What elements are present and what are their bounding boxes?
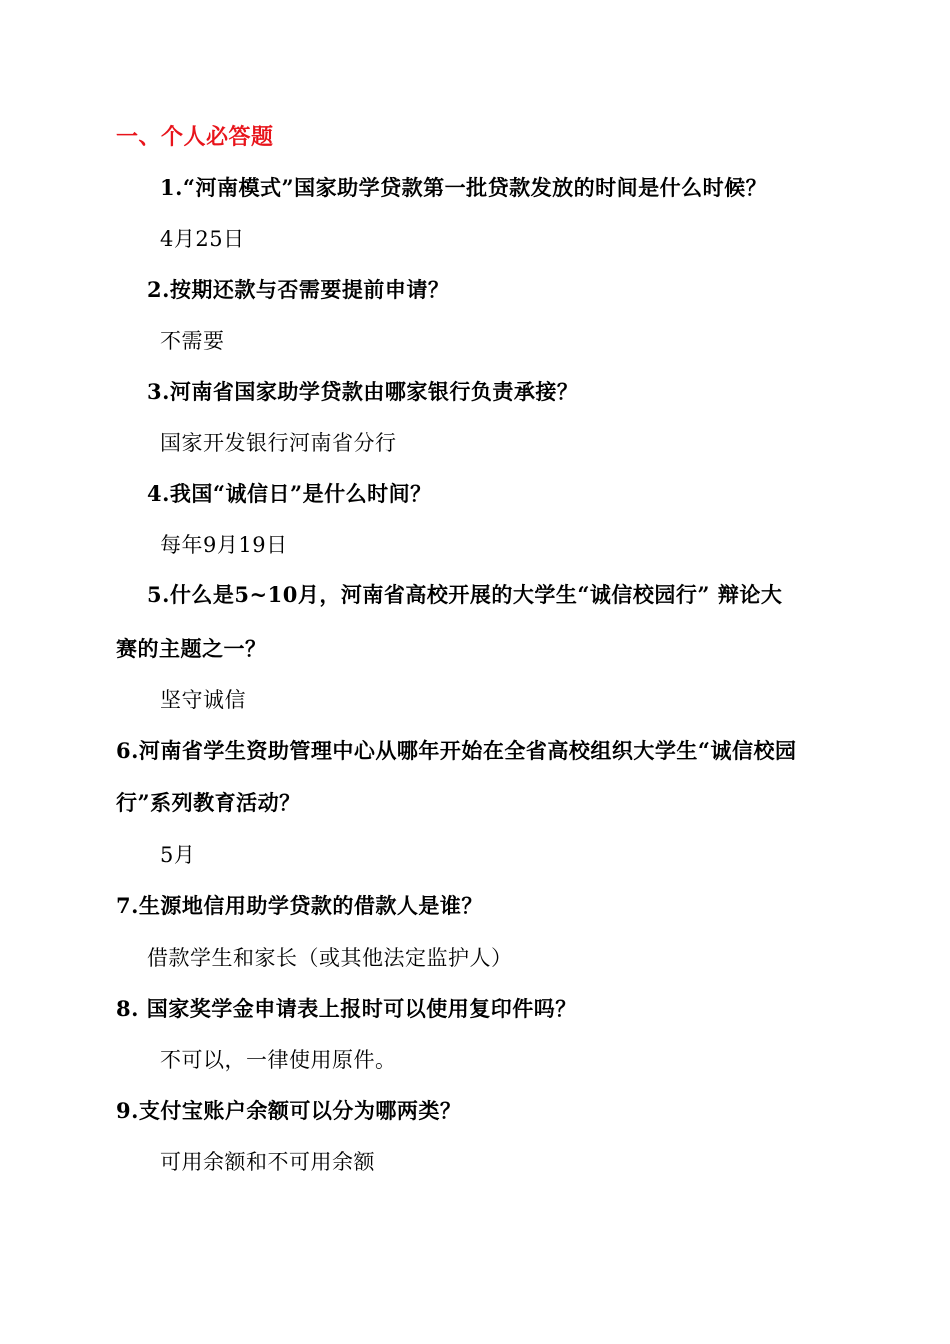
- answer-7: 借款学生和家长（或其他法定监护人）: [147, 946, 513, 970]
- answer-2: 不需要: [160, 329, 225, 353]
- question-1: 1.“河南模式”国家助学贷款第一批贷款发放的时间是什么时候？: [160, 175, 768, 200]
- question-9: 9.支付宝账户余额可以分为哪两类？: [116, 1098, 462, 1123]
- question-7: 7.生源地信用助学贷款的借款人是谁？: [116, 893, 483, 918]
- answer-8: 不可以，一律使用原件。: [160, 1048, 397, 1072]
- answer-3: 国家开发银行河南省分行: [160, 431, 397, 455]
- question-3: 3.河南省国家助学贷款由哪家银行负责承接？: [147, 379, 579, 404]
- question-5-line-2: 赛的主题之一？: [116, 636, 267, 661]
- answer-9: 可用余额和不可用余额: [160, 1150, 375, 1174]
- answer-6: 5月: [160, 843, 196, 867]
- question-6-line-1: 6.河南省学生资助管理中心从哪年开始在全省高校组织大学生“诚信校园: [116, 738, 797, 763]
- section-title: 一、个人必答题: [116, 124, 274, 150]
- question-2: 2.按期还款与否需要提前申请？: [147, 277, 450, 302]
- answer-1: 4月25日: [160, 227, 245, 251]
- answer-5: 坚守诚信: [160, 688, 246, 712]
- question-5-line-1: 5.什么是5~10月，河南省高校开展的大学生“诚信校园行” 辩论大: [147, 582, 783, 607]
- question-4: 4.我国“诚信日”是什么时间？: [147, 481, 432, 506]
- answer-4: 每年9月19日: [160, 533, 288, 557]
- question-6-line-2: 行”系列教育活动？: [116, 790, 301, 815]
- question-8: 8. 国家奖学金申请表上报时可以使用复印件吗？: [116, 996, 577, 1021]
